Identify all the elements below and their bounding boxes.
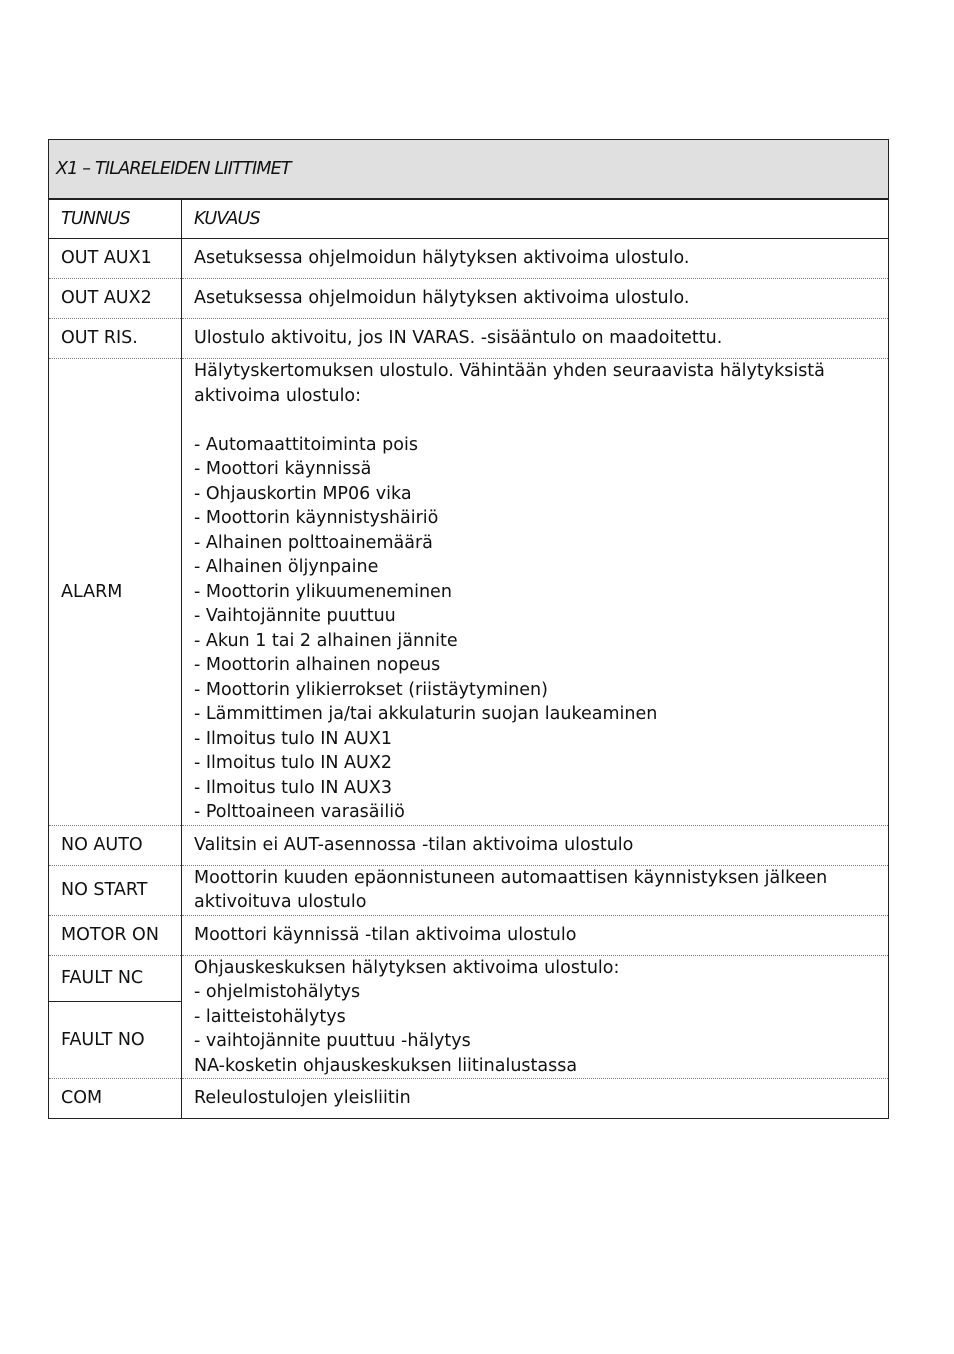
row-code: OUT RIS. bbox=[49, 319, 182, 359]
row-description: Releulostulojen yleisliitin bbox=[182, 1079, 889, 1119]
row-code-fault-no: FAULT NO bbox=[49, 1002, 182, 1079]
terminal-table bbox=[48, 139, 889, 1119]
description-line: Ohjauskeskuksen hälytyksen aktivoima ulostulo: bbox=[194, 957, 620, 978]
alarm-intro-line: Hälytyskertomuksen ulostulo. Vähintään yhden seuraavista hälytyksistä bbox=[194, 361, 825, 381]
alarm-item: - Lämmittimen ja/tai akkulaturin suojan laukeaminen bbox=[194, 704, 658, 724]
alarm-item: - Ilmoitus tulo IN AUX1 bbox=[194, 728, 392, 749]
table-row bbox=[49, 239, 889, 279]
alarm-item: - Moottori käynnissä bbox=[194, 459, 372, 479]
alarm-item: - Polttoaineen varasäiliö bbox=[194, 802, 405, 822]
alarm-item: - Automaattitoiminta pois bbox=[194, 434, 418, 455]
row-code: NO START bbox=[49, 865, 182, 915]
row-code: MOTOR ON bbox=[49, 915, 182, 955]
description-line: NA-kosketin ohjauskeskuksen liitinalustassa bbox=[194, 1055, 578, 1076]
table-title-row bbox=[49, 140, 889, 200]
row-description: Ulostulo aktivoitu, jos IN VARAS. -sisääntulo on maadoitettu. bbox=[182, 319, 889, 359]
spacer bbox=[194, 408, 878, 433]
table-title: X1 – TILARELEIDEN LIITTIMET bbox=[49, 140, 889, 200]
header-description: KUVAUS bbox=[182, 199, 889, 239]
row-description: Valitsin ei AUT-asennossa -tilan aktivoima ulostulo bbox=[182, 825, 889, 865]
row-code: COM bbox=[49, 1079, 182, 1119]
alarm-description bbox=[182, 359, 889, 826]
fault-description bbox=[182, 955, 889, 1079]
description-line: - vaihtojännite puuttuu -hälytys bbox=[194, 1031, 471, 1051]
table-row-alarm bbox=[49, 359, 889, 826]
table-row bbox=[49, 915, 889, 955]
alarm-item: - Vaihtojännite puuttuu bbox=[194, 606, 396, 626]
description-line: - ohjelmistohälytys bbox=[194, 982, 361, 1002]
alarm-code: ALARM bbox=[49, 359, 182, 826]
row-code: OUT AUX2 bbox=[49, 279, 182, 319]
description-line: aktivoituva ulostulo bbox=[194, 892, 367, 912]
alarm-item: - Akun 1 tai 2 alhainen jännite bbox=[194, 630, 458, 651]
description-line: Moottorin kuuden epäonnistuneen automaattisen käynnistyksen jälkeen bbox=[194, 867, 828, 888]
row-description: Asetuksessa ohjelmoidun hälytyksen aktivoima ulostulo. bbox=[182, 239, 889, 279]
table-row bbox=[49, 1079, 889, 1119]
alarm-item: - Moottorin ylikuumeneminen bbox=[194, 581, 452, 602]
row-code-fault-nc: FAULT NC bbox=[49, 955, 182, 1002]
alarm-item: - Ohjauskortin MP06 vika bbox=[194, 483, 412, 504]
table-row bbox=[49, 279, 889, 319]
alarm-item: - Alhainen polttoainemäärä bbox=[194, 532, 433, 553]
alarm-item: - Alhainen öljynpaine bbox=[194, 557, 379, 577]
row-code: OUT AUX1 bbox=[49, 239, 182, 279]
row-description: Asetuksessa ohjelmoidun hälytyksen aktivoima ulostulo. bbox=[182, 279, 889, 319]
table-row bbox=[49, 319, 889, 359]
alarm-item: - Moottorin alhainen nopeus bbox=[194, 655, 441, 675]
header-code: TUNNUS bbox=[49, 199, 182, 239]
row-description: Moottori käynnissä -tilan aktivoima ulostulo bbox=[182, 915, 889, 955]
table-row bbox=[49, 825, 889, 865]
table-row bbox=[49, 865, 889, 915]
row-description bbox=[182, 865, 889, 915]
description-line: - laitteistohälytys bbox=[194, 1006, 346, 1027]
table-row bbox=[49, 955, 889, 1002]
alarm-item: - Ilmoitus tulo IN AUX3 bbox=[194, 777, 392, 798]
alarm-item: - Moottorin käynnistyshäiriö bbox=[194, 508, 439, 528]
table-header-row bbox=[49, 199, 889, 239]
alarm-intro-line: aktivoima ulostulo: bbox=[194, 385, 362, 406]
row-code: NO AUTO bbox=[49, 825, 182, 865]
alarm-item: - Moottorin ylikierrokset (riistäytyminen) bbox=[194, 679, 548, 700]
alarm-item: - Ilmoitus tulo IN AUX2 bbox=[194, 753, 392, 773]
